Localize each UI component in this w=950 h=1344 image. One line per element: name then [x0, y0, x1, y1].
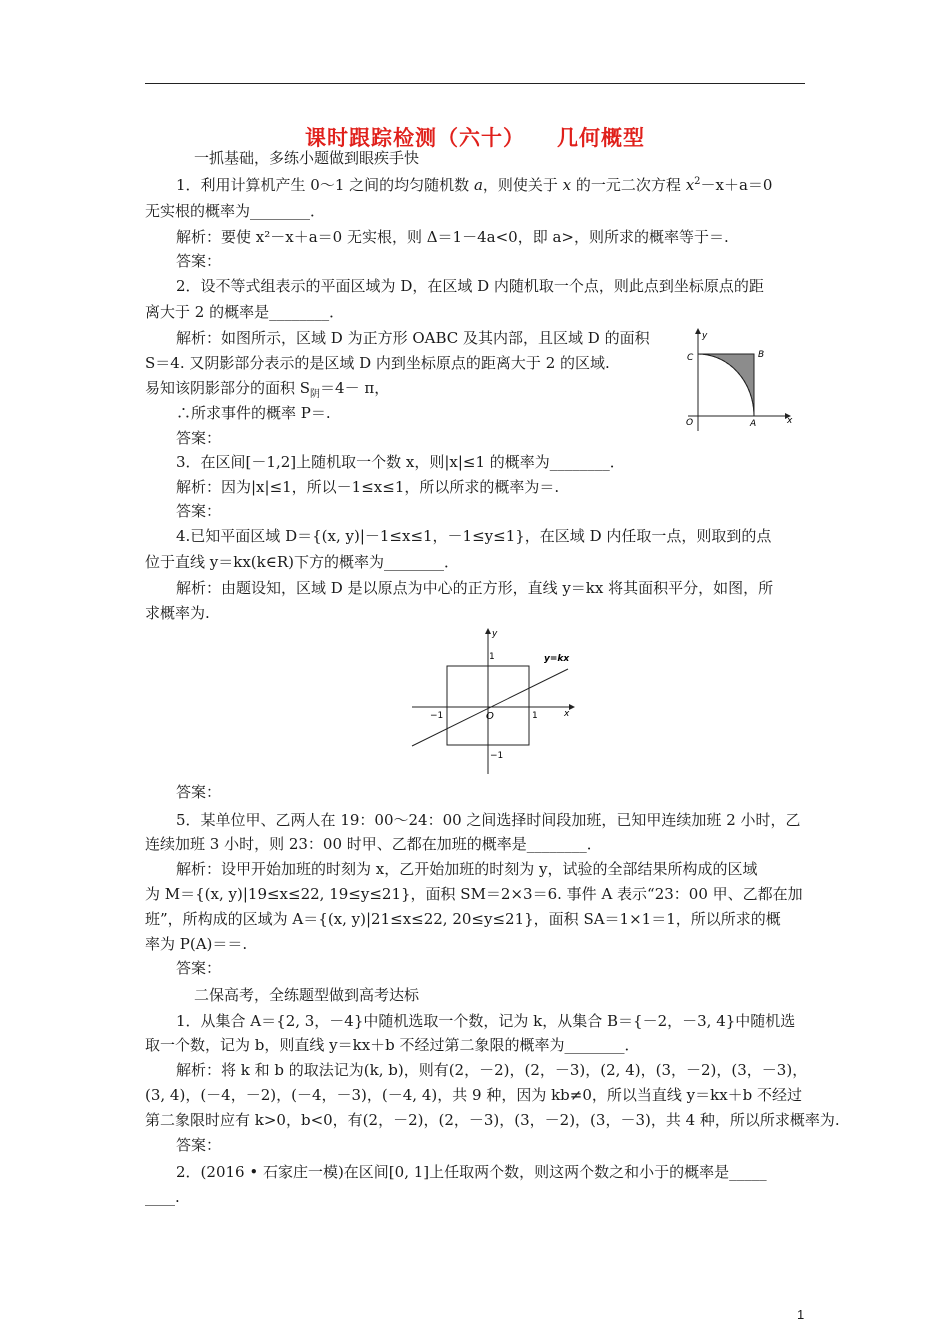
fig2-tick-x-neg1: −1 [430, 711, 444, 721]
page-title [0, 122, 950, 152]
q5-sol-line1: 解析：设甲开始加班的时刻为 x，乙开始加班的时刻为 y，试验的全部结果所构成的区域 [176, 860, 758, 878]
q1-line1 [176, 175, 772, 195]
q2-sol-line1: 解析：如图所示，区域 D 为正方形 OABC 及其内部，且区域 D 的面积 [176, 329, 650, 347]
fig1-label-c: C [687, 353, 694, 363]
p2q1-answer: 答案： [176, 1136, 222, 1154]
fig1-label-x: x [787, 416, 793, 426]
q1-eq-sup: 2 [694, 176, 701, 187]
q2-line1: 2．设不等式组表示的平面区域为 D，在区域 D 内随机取一个点，则此点到坐标原点的距 [176, 277, 764, 295]
q2-sol-line3 [145, 378, 389, 398]
q5-line2: 连续加班 3 小时，则 23：00 时甲、乙都在加班的概率是________． [145, 835, 602, 853]
fig2-tick-y-neg1: −1 [490, 751, 504, 761]
shaded-region [698, 354, 754, 416]
q2-sol-line4: ∴所求事件的概率 P＝. [176, 404, 331, 422]
q3-answer: 答案： [176, 502, 222, 520]
q2-sol-line3-a: 易知该阴影部分的面积 S [145, 379, 311, 397]
q2-sol-line3-sub: 阴 [310, 389, 321, 400]
title-sub: 几何概型 [557, 125, 645, 150]
p2q2-line1: 2．(2016 • 石家庄一模)在区间[0, 1]上任取两个数，则这两个数之和小于的概率是_____ [176, 1163, 767, 1181]
q5-line1: 5．某单位甲、乙两人在 19：00～24：00 之间选择时间段加班，已知甲连续加班 2 小时，乙 [176, 811, 801, 829]
fig2-tick-y-pos1: 1 [489, 652, 495, 662]
q4-sol-line1: 解析：由题设知，区域 D 是以原点为中心的正方形，直线 y＝kx 将其面积平分，如图，所 [176, 579, 774, 597]
q5-answer: 答案： [176, 959, 222, 977]
q5-sol-line3: 班”，所构成的区域为 A＝{(x, y)|21≤x≤22, 20≤y≤21}，面积 SA＝1×1＝1，所以所求的概 [145, 910, 781, 928]
fig2-label-x: x [564, 709, 570, 719]
q1-line2: 无实根的概率为________． [145, 202, 326, 220]
q2-line2: 离大于 2 的概率是________． [145, 303, 345, 321]
q1-var-x: x [562, 176, 572, 194]
q1-eq-x: x [685, 176, 695, 194]
part1-heading: 一抓基础，多练小题做到眼疾手快 [194, 149, 420, 167]
square-line-figure [410, 624, 580, 776]
fig1-label-y: y [702, 331, 708, 341]
q5-sol-line4: 率为 P(A)＝＝. [145, 935, 248, 953]
header-rule [145, 83, 805, 84]
quarter-circle-figure [684, 325, 796, 435]
q1-answer: 答案： [176, 252, 222, 270]
q2-sol-line3-b: ＝4－ π， [320, 379, 390, 397]
fig2-label-o: O [486, 711, 494, 722]
fig2-tick-x-pos1: 1 [532, 711, 538, 721]
p2q1-sol-line3: 第二象限时应有 k>0，b<0，有(2，－2)，(2，－3)，(3，－2)，(3，－3)，共 4 种，所以所求概率为. [145, 1111, 840, 1129]
q5-sol-line2: 为 M＝{(x, y)|19≤x≤22, 19≤y≤21}，面积 SM＝2×3＝6. 事件 A 表示“23：00 甲、乙都在加 [145, 885, 803, 903]
q4-line2: 位于直线 y＝kx(k∈R)下方的概率为________． [145, 553, 459, 571]
fig2-label-y: y [492, 629, 498, 639]
q1-solution: 解析：要使 x²－x＋a＝0 无实根，则 Δ＝1－4a<0，即 a>，则所求的概率等于＝. [176, 228, 729, 246]
q3-solution: 解析：因为|x|≤1，所以－1≤x≤1，所以所求的概率为＝. [176, 478, 560, 496]
q1-var-a: a [473, 176, 483, 194]
q1-eq-rest: －x＋a＝0 [700, 176, 773, 194]
p2q2-line2: ____. [145, 1188, 180, 1206]
q1-text-c: 的一元二次方程 [571, 176, 686, 194]
q4-sol-line2: 求概率为. [145, 604, 210, 622]
q4-line1: 4.已知平面区域 D＝{(x, y)|－1≤x≤1，－1≤y≤1}，在区域 D 内任取一点，则取到的点 [176, 527, 772, 545]
fig1-label-b: B [758, 350, 765, 360]
q4-answer: 答案： [176, 783, 222, 801]
q2-sol-line2: S＝4. 又阴影部分表示的是区域 D 内到坐标原点的距离大于 2 的区域. [145, 354, 610, 372]
p2q1-line1: 1．从集合 A＝{2, 3，－4}中随机选取一个数，记为 k，从集合 B＝{－2，－3, 4}中随机选 [176, 1012, 796, 1030]
part2-heading: 二保高考，全练题型做到高考达标 [194, 986, 420, 1004]
fig1-label-a: A [750, 419, 757, 429]
q2-answer: 答案： [176, 429, 222, 447]
q1-text-a: 1．利用计算机产生 0～1 之间的均匀随机数 [176, 176, 474, 194]
p2q1-sol-line2: (3, 4)，(－4，－2)，(－4，－3)，(－4, 4)，共 9 种，因为 kb≠0，所以当直线 y＝kx＋b 不经过 [145, 1086, 803, 1104]
p2q1-line2: 取一个数，记为 b，则直线 y＝kx＋b 不经过第二象限的概率为________． [145, 1036, 640, 1054]
q1-text-b: ，则使关于 [482, 176, 563, 194]
title-main: 课时跟踪检测（六十） [305, 125, 525, 150]
fig2-line-label: y=kx [544, 654, 570, 664]
p2q1-sol-line1: 解析：将 k 和 b 的取法记为(k, b)，则有(2，－2)，(2，－3)，(2, 4)，(3，－2)，(3，－3)， [176, 1061, 808, 1079]
q3-line1: 3．在区间[－1,2]上随机取一个数 x，则|x|≤1 的概率为________． [176, 453, 625, 471]
fig1-label-o: O [686, 418, 694, 428]
page-number: 1 [797, 1307, 805, 1322]
